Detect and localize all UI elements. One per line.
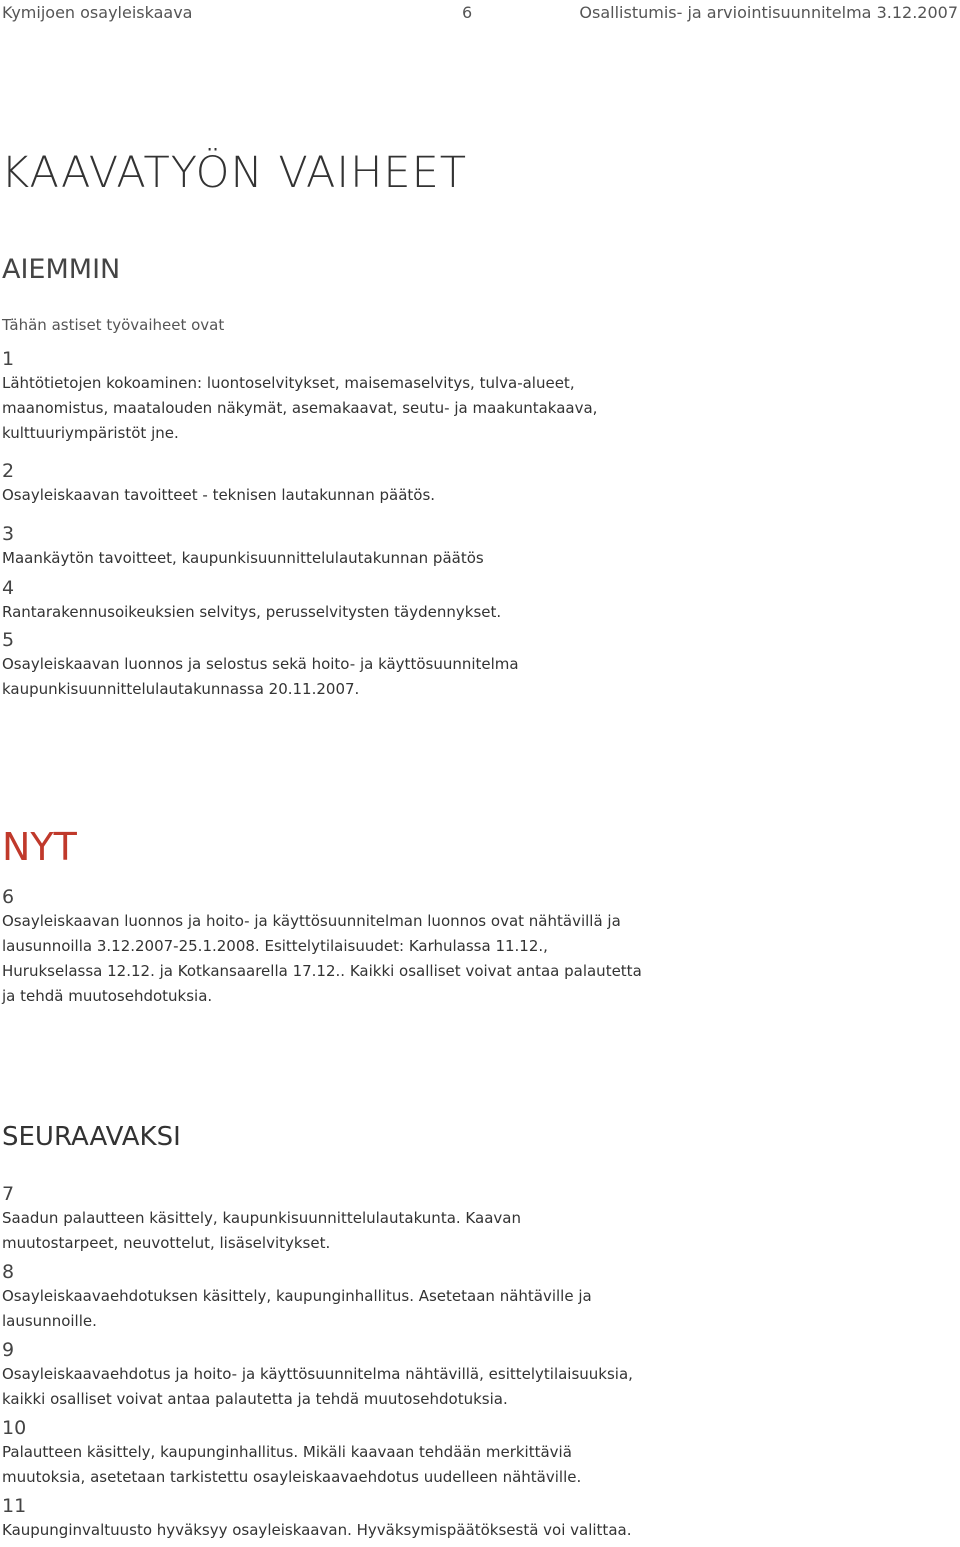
document-name: Kymijoen osayleiskaava (2, 3, 193, 22)
step-number: 10 (2, 1417, 27, 1439)
step-item (2, 1416, 642, 1490)
step-item (2, 1338, 642, 1412)
section-heading-nyt: NYT (2, 825, 77, 869)
step-description: Osayleiskaavan luonnos ja hoito- ja käyttösuunnitelman luonnos ovat nähtävillä ja lausunnoilla 3.12.2007-25.1.2008. Esittelytilaisuudet: Karhulassa 11.12., Hurukselassa 12.12. ja Kotkansaarella 17.12.. Kaikki osalliset voivat antaa palautetta ja tehdä muutosehdotuksia. (2, 912, 642, 1005)
step-item (2, 1182, 642, 1256)
step-number: 6 (2, 886, 15, 908)
step-number: 5 (2, 629, 15, 651)
page-title: KAAVATYÖN VAIHEET (1, 148, 468, 198)
step-item (2, 522, 642, 571)
step-description: Lähtötietojen kokoaminen: luontoselvitykset, maisemaselvitys, tulva-alueet, maanomistus, maatalouden näkymät, asemakaavat, seutu- ja maakuntakaava, kulttuuriympäristöt jne. (2, 374, 598, 442)
step-description: Palautteen käsittely, kaupunginhallitus. Mikäli kaavaan tehdään merkittäviä muutoksia, asetetaan tarkistettu osayleiskaavaehdotus uudelleen nähtäville. (2, 1443, 582, 1486)
step-number: 3 (2, 523, 15, 545)
step-item (2, 347, 642, 446)
step-number: 9 (2, 1339, 15, 1361)
step-number: 2 (2, 460, 15, 482)
step-item (2, 885, 642, 1009)
step-number: 8 (2, 1261, 15, 1283)
step-description: Osayleiskaavaehdotuksen käsittely, kaupunginhallitus. Asetetaan nähtäville ja lausunnoille. (2, 1287, 592, 1330)
section-intro: Tähän astiset työvaiheet ovat (2, 316, 225, 334)
step-number: 11 (2, 1495, 27, 1517)
page-header (0, 0, 960, 26)
section-heading-aiemmin: AIEMMIN (2, 254, 121, 285)
step-item (2, 1494, 642, 1543)
step-description: Rantarakennusoikeuksien selvitys, perusselvitysten täydennykset. (2, 603, 502, 621)
step-description: Saadun palautteen käsittely, kaupunkisuunnittelulautakunta. Kaavan muutostarpeet, neuvottelut, lisäselvitykset. (2, 1209, 521, 1252)
section-heading-seuraavaksi: SEURAAVAKSI (2, 1122, 181, 1152)
page-number: 6 (462, 3, 473, 22)
step-description: Osayleiskaavaehdotus ja hoito- ja käyttösuunnitelma nähtävillä, esittelytilaisuuksia, kaikki osalliset voivat antaa palautetta ja tehdä muutosehdotuksia. (2, 1365, 633, 1408)
step-description: Maankäytön tavoitteet, kaupunkisuunnittelulautakunnan päätös (2, 549, 484, 567)
step-description: Kaupunginvaltuusto hyväksyy osayleiskaavan. Hyväksymispäätöksestä voi valittaa. (2, 1521, 632, 1539)
step-number: 1 (2, 348, 15, 370)
step-item (2, 1260, 642, 1334)
document-subtitle: Osallistumis- ja arviointisuunnitelma 3.12.2007 (579, 3, 958, 22)
step-description: Osayleiskaavan tavoitteet - teknisen lautakunnan päätös. (2, 486, 436, 504)
step-item (2, 576, 642, 625)
step-item (2, 628, 642, 702)
step-description: Osayleiskaavan luonnos ja selostus sekä hoito- ja käyttösuunnitelma kaupunkisuunnittelulautakunnassa 20.11.2007. (2, 655, 519, 698)
step-item (2, 459, 642, 508)
step-number: 4 (2, 577, 15, 599)
step-number: 7 (2, 1183, 15, 1205)
